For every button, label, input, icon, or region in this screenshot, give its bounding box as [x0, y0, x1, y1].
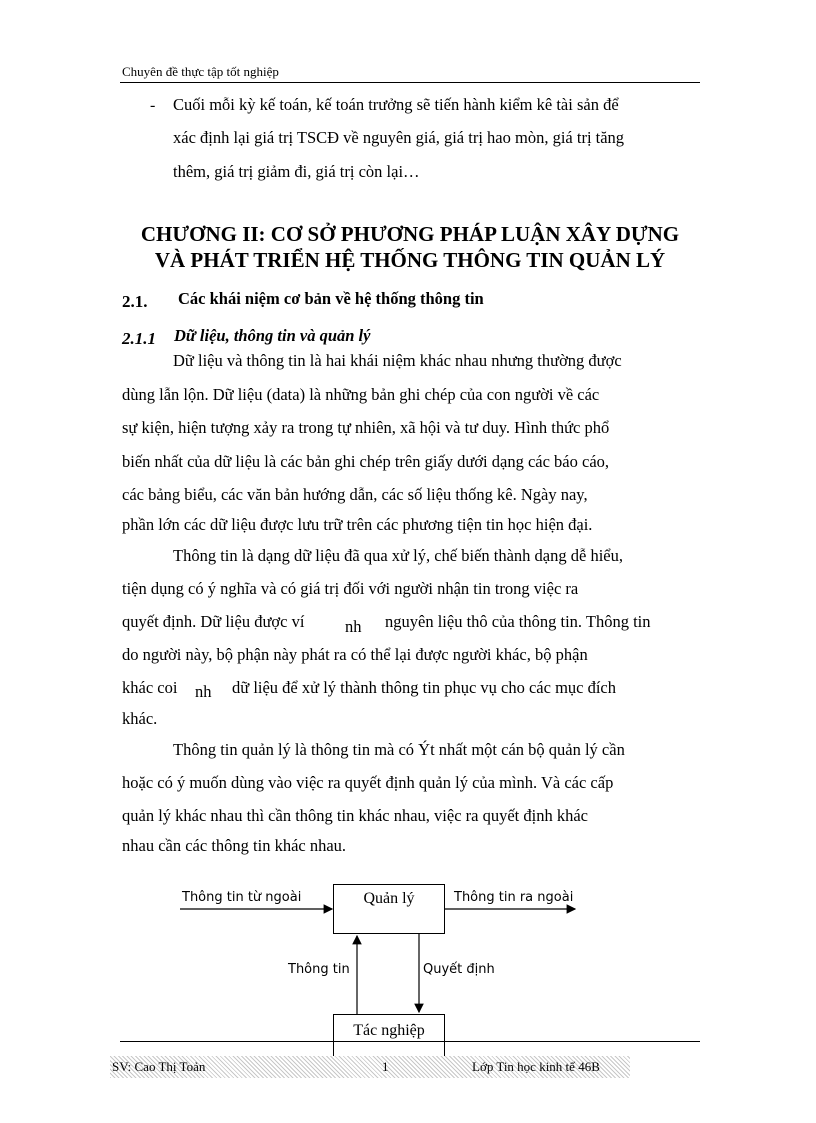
paragraph-3-line-4: nhau cần các thông tin khác nhau.	[122, 836, 347, 855]
page-header-title: Chuyên đề thực tập tốt nghiệp	[122, 64, 279, 79]
bullet-marker: -	[150, 97, 156, 114]
box-management	[333, 884, 445, 934]
chapter-title-line-1: CHƯƠNG II: CƠ SỞ PHƯƠNG PHÁP LUẬN XÂY DỰNG	[140, 222, 680, 246]
footer-divider	[120, 1041, 700, 1042]
footer-page-number: 1	[382, 1059, 389, 1074]
section-title: Các khái niệm cơ bản về hệ thống thông tin	[178, 289, 484, 308]
paragraph-1-line-3: sự kiện, hiện tượng xảy ra trong tự nhiên, xã hội và tư duy. Hình thức phổ	[122, 418, 610, 437]
paragraph-1-line-6: phần lớn các dữ liệu được lưu trữ trên các phương tiện tin học hiện đại.	[122, 515, 593, 534]
paragraph-3-line-1: Thông tin quản lý là thông tin mà có Ýt nhất một cán bộ quản lý cần	[173, 740, 625, 759]
paragraph-1-line-1: Dữ liệu và thông tin là hai khái niệm khác nhau nhưng thường được	[173, 351, 622, 370]
bullet-line-2: xác định lại giá trị TSCĐ về nguyên giá, giá trị hao mòn, giá trị tăng	[173, 128, 625, 147]
label-info-in: Thông tin từ ngoài	[182, 890, 302, 905]
paragraph-3-line-2: hoặc có ý muốn dùng vào việc ra quyết định quản lý của mình. Và các cấp	[122, 773, 614, 792]
subsection-number: 2.1.1	[122, 329, 156, 348]
paragraph-2-line-6: khác.	[122, 709, 158, 728]
paragraph-2-line-5c: dữ liệu để xử lý thành thông tin phục vụ cho các mục đích	[232, 678, 617, 697]
paragraph-2-line-3a: quyết định. Dữ liệu được ví	[122, 612, 305, 631]
footer-class: Lớp Tin học kinh tế 46B	[472, 1059, 600, 1074]
box-operations-label: Tác nghiệp	[353, 1022, 425, 1039]
paragraph-2-line-1: Thông tin là dạng dữ liệu đã qua xử lý, chế biến thành dạng dễ hiểu,	[173, 546, 623, 565]
section-number: 2.1.	[122, 292, 148, 311]
footer-student: SV: Cao Thị Toản	[112, 1059, 206, 1074]
paragraph-3-line-3: quản lý khác nhau thì cần thông tin khác nhau, việc ra quyết định khác	[122, 806, 588, 825]
paragraph-2-line-3c: nguyên liệu thô của thông tin. Thông tin	[385, 612, 651, 631]
paragraph-2-line-3b: nh	[345, 617, 362, 636]
paragraph-1-line-2: dùng lẫn lộn. Dữ liệu (data) là những bản ghi chép của con người về các	[122, 385, 600, 404]
bullet-line-1: Cuối mỗi kỳ kế toán, kế toán trưởng sẽ tiến hành kiểm kê tài sản để	[173, 95, 619, 114]
paragraph-2-line-5b: nh	[195, 682, 212, 701]
paragraph-2-line-2: tiện dụng có ý nghĩa và có giá trị đối với người nhận tin trong việc ra	[122, 579, 579, 598]
paragraph-1-line-5: các bảng biểu, các văn bản hướng dẫn, các số liệu thống kê. Ngày nay,	[122, 485, 588, 504]
bullet-line-3: thêm, giá trị giảm đi, giá trị còn lại…	[173, 162, 420, 181]
paragraph-2-line-4: do người này, bộ phận này phát ra có thể lại được người khác, bộ phận	[122, 645, 588, 664]
box-operations	[333, 1014, 445, 1061]
box-management-label: Quản lý	[363, 890, 415, 907]
paragraph-2-line-5a: khác coi	[122, 678, 178, 697]
label-info-up: Thông tin	[288, 962, 350, 977]
label-info-out: Thông tin ra ngoài	[454, 890, 574, 905]
chapter-title-line-2: VÀ PHÁT TRIỂN HỆ THỐNG THÔNG TIN QUẢN LÝ	[154, 248, 666, 272]
subsection-title: Dữ liệu, thông tin và quản lý	[174, 326, 371, 345]
paragraph-1-line-4: biến nhất của dữ liệu là các bản ghi chép trên giấy dưới dạng các báo cáo,	[122, 452, 610, 471]
label-decision-down: Quyết định	[423, 962, 495, 977]
